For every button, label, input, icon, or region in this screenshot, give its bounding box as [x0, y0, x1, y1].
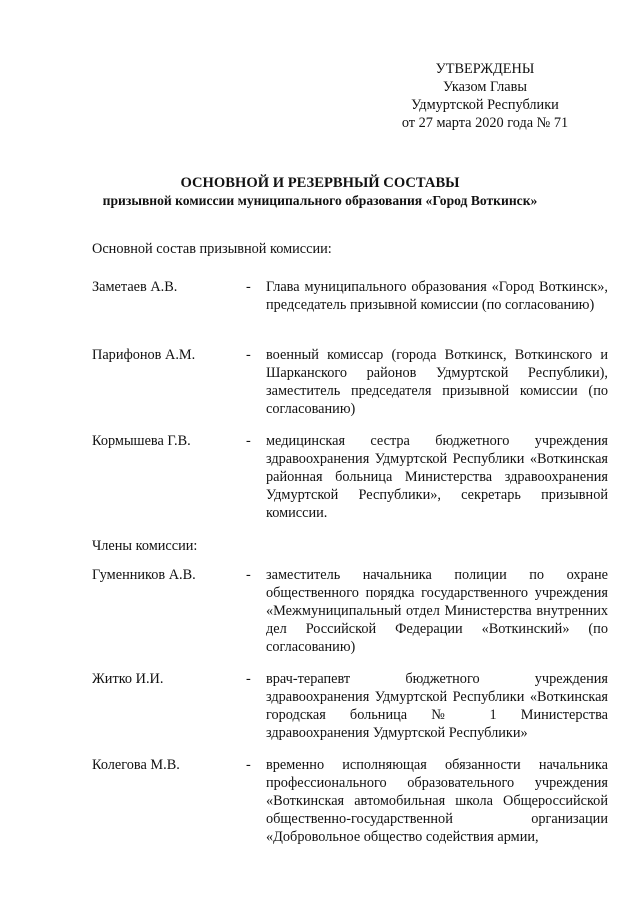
member-position: врач-терапевт бюджетного учреждения здравоохранения Удмуртской Республики «Воткинская городская больница № 1 Министерства здравоохранения Удмуртской Республики»	[266, 671, 608, 741]
approval-republic: Удмуртской Республики	[411, 97, 559, 113]
member-name: Парифонов А.М.	[92, 347, 196, 363]
document-subtitle: призывной комиссии муниципального образования «Город Воткинск»	[102, 193, 538, 208]
document-title: ОСНОВНОЙ И РЕЗЕРВНЫЙ СОСТАВЫ	[180, 175, 460, 191]
approval-heading: УТВЕРЖДЕНЫ	[435, 61, 535, 77]
entry-dash: -	[246, 433, 251, 449]
approval-decree: Указом Главы	[442, 79, 528, 95]
approval-stamp	[385, 60, 585, 132]
member-name: Житко И.И.	[92, 671, 164, 687]
member-position: заместитель начальника полиции по охране общественного порядка государственного учреждения «Межмуниципальный отдел Министерства внутренних дел Российской Федерации «Воткинский» (по согласованию)	[266, 567, 608, 655]
member-name: Гуменников А.В.	[92, 567, 196, 583]
member-position: военный комиссар (города Воткинск, Воткинского и Шарканского районов Удмуртской Республики), заместитель председателя призывной комиссии (по согласованию)	[266, 347, 608, 417]
member-name: Колегова М.В.	[92, 757, 180, 773]
member-position: Глава муниципального образования «Город Воткинск», председатель призывной комиссии (по согласованию)	[266, 279, 608, 313]
member-position: временно исполняющая обязанности начальника профессионального образовательного учреждения «Воткинская автомобильная школа Общероссийской общественно-государственной организации «Добровольное общество содействия армии,	[266, 757, 608, 845]
member-name: Заметаев А.В.	[92, 279, 178, 295]
entry-dash: -	[246, 279, 251, 295]
entry-dash: -	[246, 757, 251, 773]
section-members: Члены комиссии:	[92, 538, 198, 554]
entry-dash: -	[246, 671, 251, 687]
entry-dash: -	[246, 567, 251, 583]
member-position: медицинская сестра бюджетного учреждения здравоохранения Удмуртской Республики «Воткинская районная больница Министерства здравоохранения Удмуртской Республики», секретарь призывной комиссии.	[266, 433, 608, 521]
member-name: Кормышева Г.В.	[92, 433, 191, 449]
entry-dash: -	[246, 347, 251, 363]
section-main-composition: Основной состав призывной комиссии:	[92, 241, 332, 257]
approval-date: от 27 марта 2020 года № 71	[401, 115, 569, 131]
